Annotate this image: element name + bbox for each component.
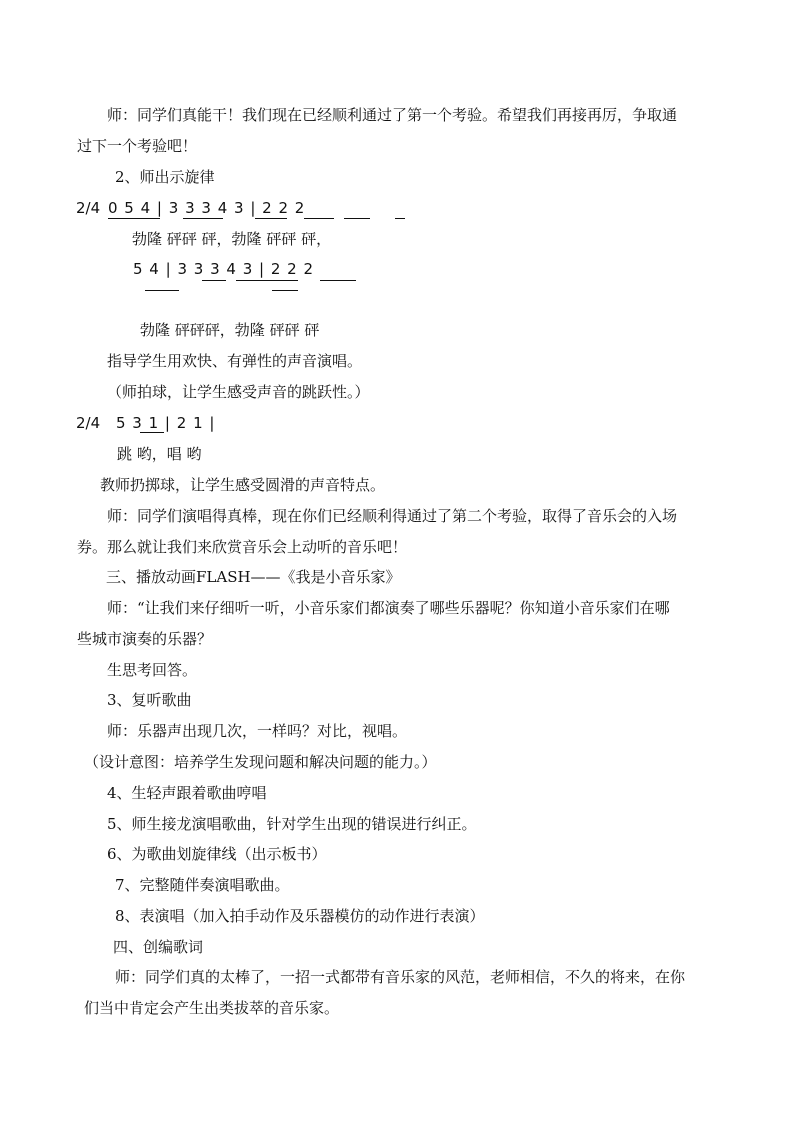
- step-melody-line: 6、为歌曲划旋律线（出示板书）: [107, 845, 327, 863]
- section-heading-flash: 三、播放动画FLASH——《我是小音乐家》: [106, 568, 401, 586]
- melody-lyrics-2: 勃隆 砰砰砰，勃隆 砰砰 砰: [140, 321, 320, 339]
- paragraph-teacher-praise-3: 师：同学们真的太棒了，一招一式都带有音乐家的风范，老师相信，不久的将来，在你: [115, 968, 686, 986]
- beam-line: [202, 280, 226, 281]
- beam-line: [395, 218, 405, 219]
- paragraph-teacher-praise-1: 师：同学们真能干！我们现在已经顺利通过了第一个考验。希望我们再接再厉，争取通: [107, 106, 678, 124]
- beam-line: [140, 432, 164, 433]
- step-relisten: 3、复听歌曲: [107, 691, 192, 709]
- paragraph-student-answer: 生思考回答。: [107, 661, 198, 679]
- melody-line-1: 0 5 4 | 3 3 3 4 3 | 2 2 2: [108, 199, 306, 217]
- beam-line: [255, 218, 287, 219]
- melody-line-3: 5 3 1 | 2 1 |: [116, 414, 216, 432]
- paragraph-guidance: 指导学生用欢快、有弹性的声音演唱。: [107, 352, 363, 370]
- section-show-melody: 2、师出示旋律: [115, 168, 215, 186]
- step-sing-with-accompaniment: 7、完整随伴奏演唱歌曲。: [115, 876, 290, 894]
- step-performance-singing: 8、表演唱（加入拍手动作及乐器模仿的动作进行表演）: [115, 907, 485, 925]
- time-signature: 2/4: [76, 199, 101, 217]
- melody-lyrics-1: 勃隆 砰砰 砰，勃隆 砰砰 砰，: [132, 230, 332, 248]
- paragraph-teacher-praise-2: 师：同学们演唱得真棒，现在你们已经顺利得通过了第二个考验，取得了音乐会的入场: [107, 507, 678, 525]
- beam-line: [145, 290, 179, 291]
- beam-line: [272, 290, 298, 291]
- melody-lyrics-3: 跳 哟，唱 哟: [117, 445, 202, 463]
- paragraph-teacher-praise-3-cont: 们当中肯定会产生出类拔萃的音乐家。: [84, 999, 340, 1017]
- beam-line: [320, 280, 356, 281]
- time-signature: 2/4: [76, 414, 101, 432]
- beam-line: [236, 280, 298, 281]
- section-heading-lyrics: 四、创编歌词: [113, 938, 204, 956]
- paragraph-teacher-listen: 师：“让我们来仔细听一听，小音乐家们都演奏了哪些乐器呢？你知道小音乐家们在哪: [107, 599, 670, 617]
- paragraph-teacher-bounce: （师拍球，让学生感受声音的跳跃性。）: [107, 383, 370, 401]
- paragraph-teacher-praise-1-cont: 过下一个考验吧！: [77, 137, 198, 155]
- step-relay-singing: 5、师生接龙演唱歌曲，针对学生出现的错误进行纠正。: [107, 815, 477, 833]
- beam-line: [108, 218, 160, 219]
- paragraph-teacher-compare: 师：乐器声出现几次，一样吗？对比，视唱。: [107, 722, 408, 740]
- paragraph-teacher-listen-cont: 些城市演奏的乐器？: [77, 630, 213, 648]
- paragraph-teacher-praise-2-cont: 券。那么就让我们来欣赏音乐会上动听的音乐吧！: [77, 538, 408, 556]
- beam-line: [183, 218, 223, 219]
- paragraph-design-intent: （设计意图：培养学生发现问题和解决问题的能力。）: [84, 753, 437, 771]
- melody-line-2: 5 4 | 3 3 3 4 3 | 2 2 2: [133, 260, 314, 278]
- beam-line: [304, 218, 334, 219]
- step-hum-along: 4、生轻声跟着歌曲哼唱: [107, 784, 267, 802]
- paragraph-teacher-throw: 教师扔掷球，让学生感受圆滑的声音特点。: [100, 476, 386, 494]
- beam-line: [344, 218, 370, 219]
